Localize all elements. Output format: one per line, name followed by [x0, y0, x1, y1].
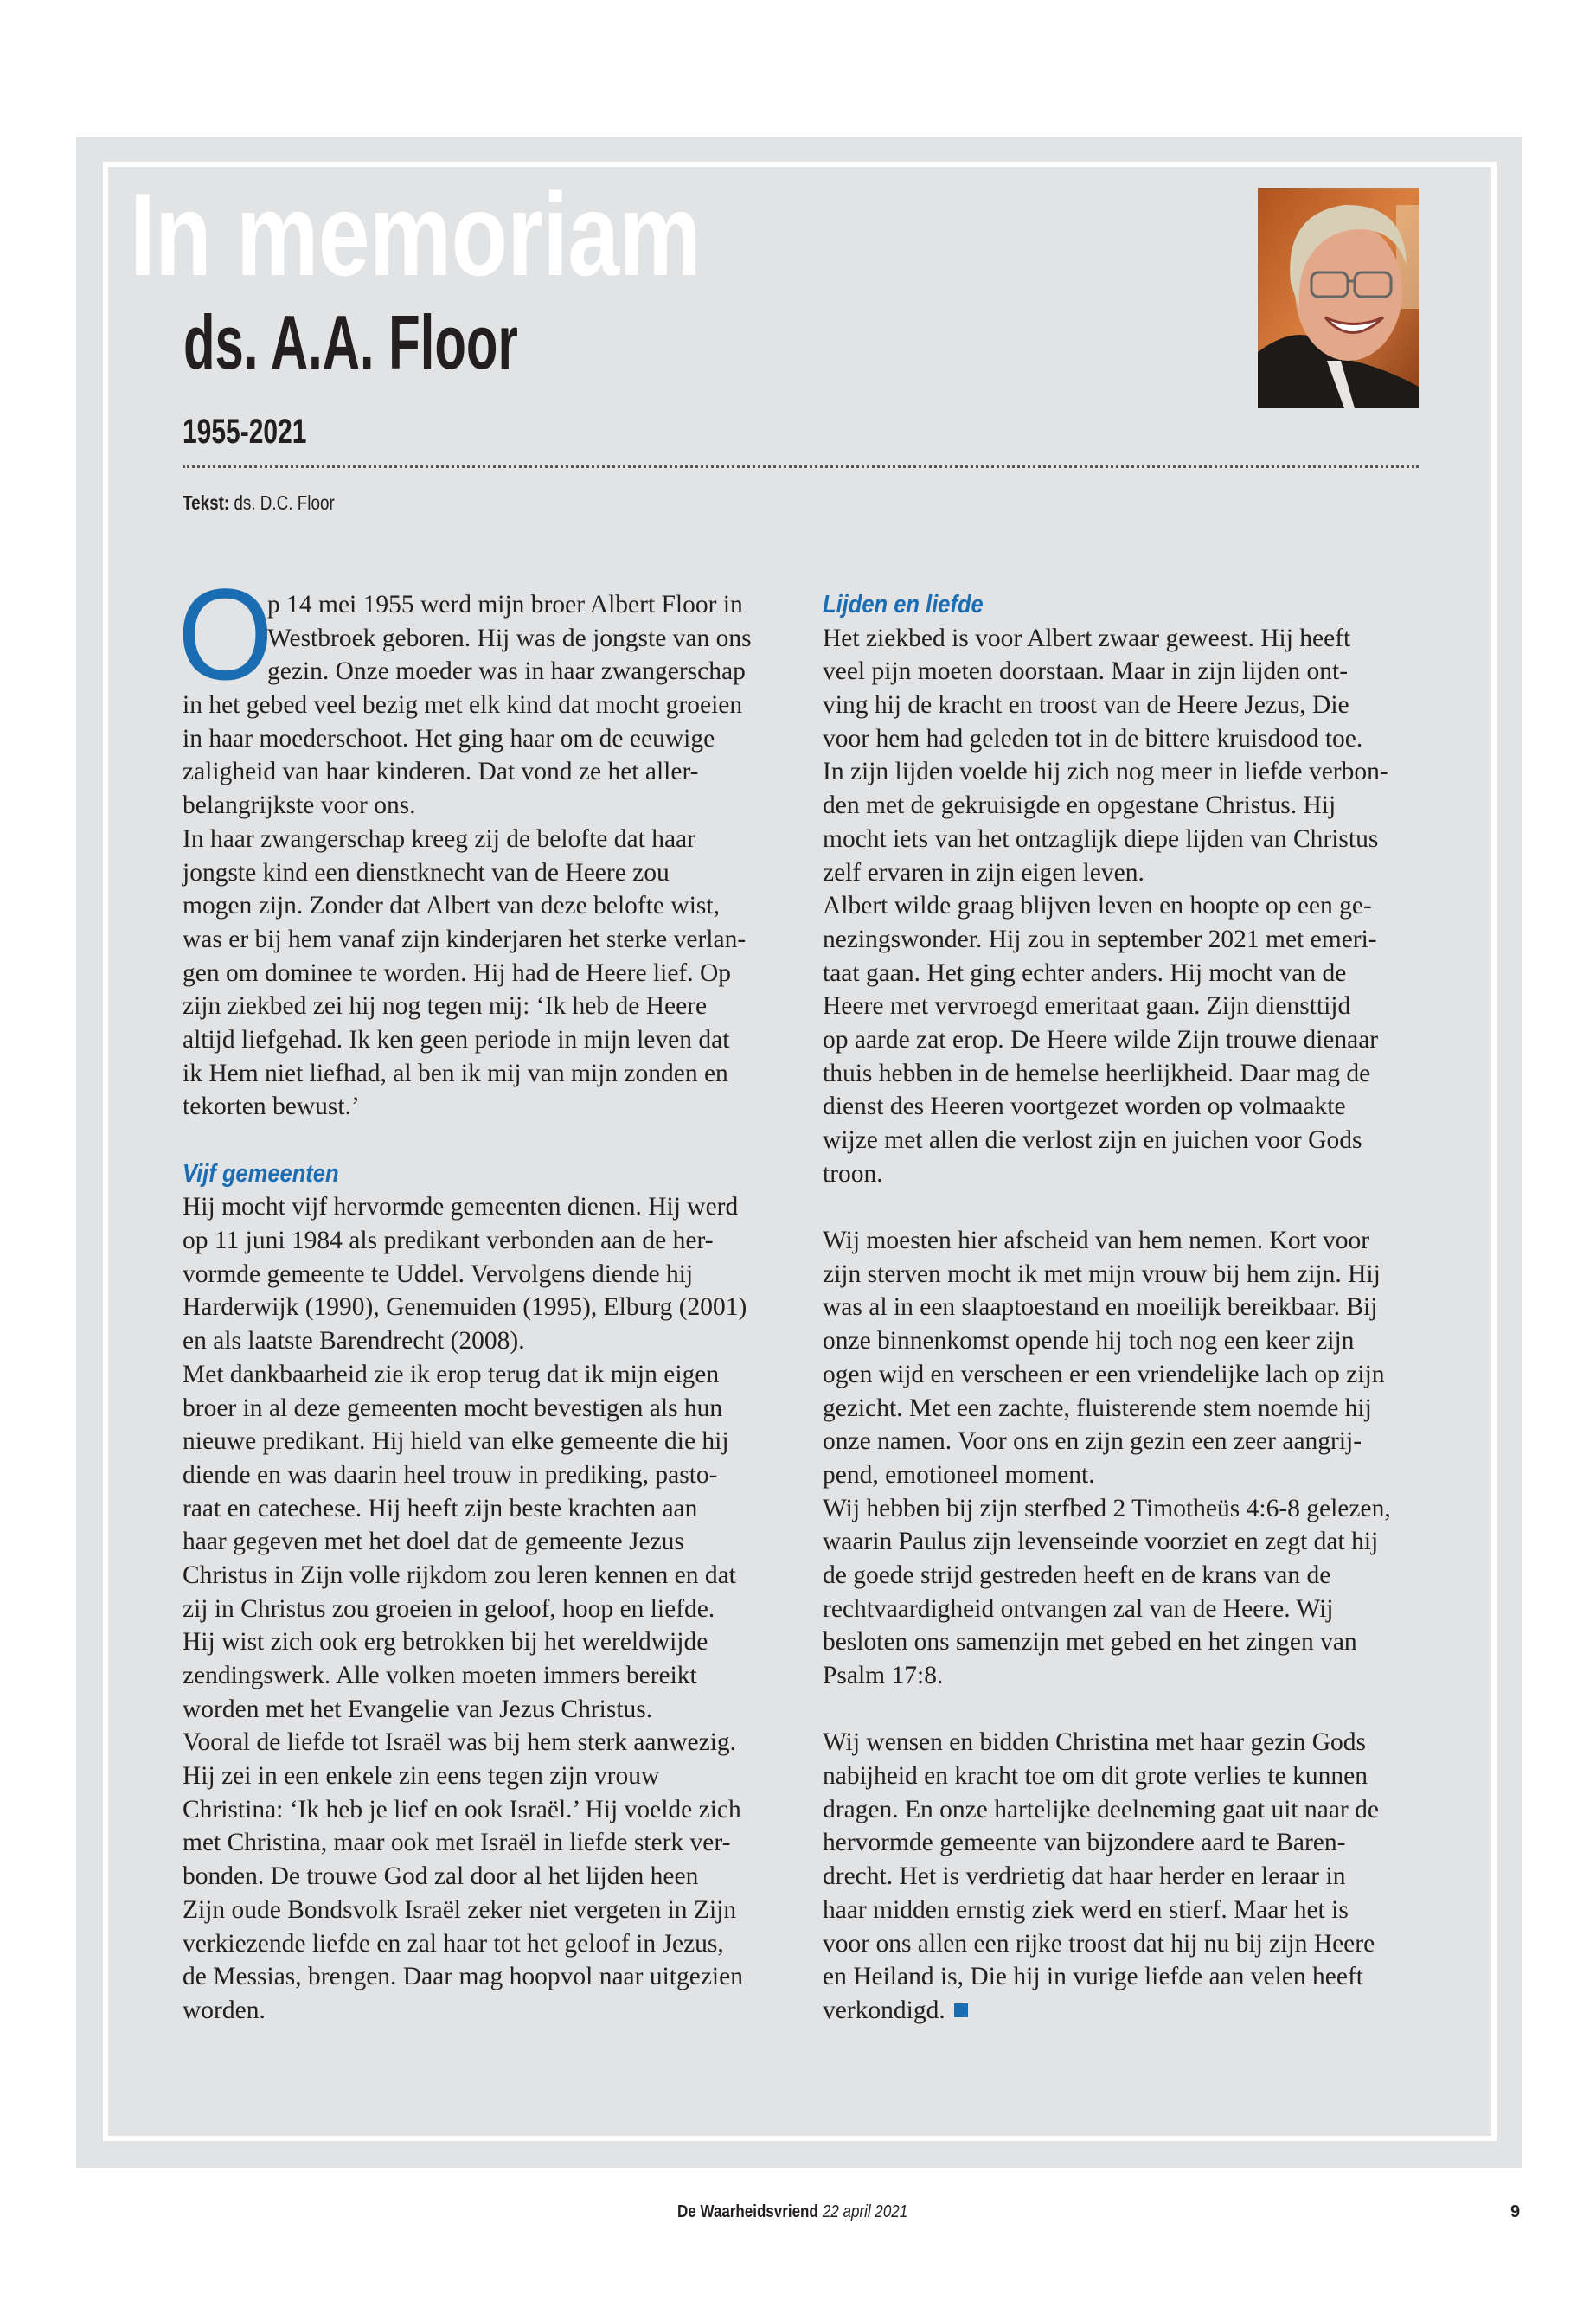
text-line: waarin Paulus zijn levenseinde voorziet en zegt dat hij — [823, 1528, 1379, 1556]
text-line: voor ons allen een rijke troost dat hij nu bij zijn Heere — [823, 1929, 1375, 1958]
text-line: raat en catechese. Hij heeft zijn beste krachten aan — [183, 1494, 698, 1522]
drop-cap: O — [177, 561, 273, 707]
text-line: taat gaan. Het ging echter anders. Hij mocht van de — [823, 958, 1347, 987]
dotted-divider — [183, 465, 1419, 468]
text-line: nezingswonder. Hij zou in september 2021 met emeri- — [823, 925, 1377, 953]
text-line: en als laatste Barendrecht (2008). — [183, 1327, 525, 1356]
text-line: in haar moederschoot. Het ging haar om de eeuwige — [183, 724, 715, 753]
article-column-left — [177, 561, 779, 2028]
text-line: Harderwijk (1990), Genemuiden (1995), Elburg (2001) — [183, 1293, 747, 1322]
end-mark-square-icon — [954, 2003, 968, 2017]
text-line: Wij moesten hier afscheid van hem nemen. Kort voor — [823, 1227, 1370, 1255]
text-line: in het gebed veel bezig met elk kind dat mocht groeien — [183, 691, 743, 720]
text-line: rechtvaardigheid ontvangen zal van de Heere. Wij — [823, 1594, 1334, 1623]
text-line: zendingswerk. Alle volken moeten immers bereikt — [183, 1662, 697, 1689]
paragraph-gap — [823, 1693, 1420, 1727]
credit-author: ds. D.C. Floor — [234, 491, 335, 514]
text-line: den met de gekruisigde en opgestane Christus. Hij — [823, 792, 1336, 820]
text-line: thuis hebben in de hemelse heerlijkheid. Daar mag de — [823, 1059, 1371, 1087]
text-line: ving hij de kracht en troost van de Heere Jezus, Die — [823, 691, 1349, 720]
text-line: worden met het Evangelie van Jezus Christus. — [183, 1695, 653, 1723]
text-line: ogen wijd en verscheen er een vriendelijke lach op zijn — [823, 1360, 1385, 1388]
text-line: zelf ervaren in zijn eigen leven. — [823, 858, 1144, 887]
text-line: Christus in Zijn volle rijkdom zou leren kennen en dat — [183, 1561, 736, 1589]
text-line: altijd liefgehad. Ik ken geen periode in mijn leven dat — [183, 1025, 730, 1054]
text-line: besloten ons samenzijn met gebed en het zingen van — [823, 1628, 1357, 1657]
footer-publication — [677, 2201, 907, 2223]
text-line: In haar zwangerschap kreeg zij de belofte dat haar — [183, 824, 695, 853]
text-line: worden. — [183, 1996, 266, 2024]
text-line: haar midden ernstig ziek werd en stierf. Maar het is — [823, 1895, 1349, 1924]
author-credit — [183, 490, 335, 516]
article-column-right — [823, 588, 1420, 2028]
text-line: Zijn oude Bondsvolk Israël zeker niet vergeten in Zijn — [183, 1895, 737, 1924]
text-line: troon. — [823, 1159, 883, 1188]
text-line: Het ziekbed is voor Albert zwaar geweest. Hij heeft — [823, 624, 1351, 652]
text-line: wijze met allen die verlost zijn en juichen voor Gods — [823, 1126, 1362, 1154]
text-line: met Christina, maar ook met Israël in liefde sterk ver- — [183, 1829, 731, 1857]
text-line: jongste kind een dienstknecht van de Heere zou — [183, 858, 670, 887]
text-line: ik Hem niet liefhad, al ben ik mij van mijn zonden en — [183, 1059, 728, 1087]
text-line: dienst des Heeren voortgezet worden op volmaakte — [823, 1093, 1346, 1121]
text-line: p 14 mei 1955 werd mijn broer Albert Floor in — [267, 591, 743, 619]
text-line: mocht iets van het ontzaglijk diepe lijden van Christus — [823, 824, 1379, 853]
page-number: 9 — [1510, 2202, 1521, 2221]
text-line: onze namen. Voor ons en zijn gezin een zeer aangrij- — [823, 1427, 1362, 1456]
text-line: In zijn lijden voelde hij zich nog meer in liefde verbon- — [823, 758, 1388, 786]
text-line: Wij hebben bij zijn sterfbed 2 Timotheüs 4:6-8 gelezen, — [823, 1494, 1391, 1522]
text-line: zij in Christus zou groeien in geloof, hoop en liefde. — [183, 1594, 715, 1623]
text-line: gen om dominee te worden. Hij had de Heere lief. Op — [183, 958, 732, 987]
text-line: verkiezende liefde en zal haar tot het geloof in Jezus, — [183, 1929, 724, 1958]
text-line: vormde gemeente te Uddel. Vervolgens diende hij — [183, 1259, 694, 1288]
text-line: mogen zijn. Zonder dat Albert van deze belofte wist, — [183, 892, 720, 920]
publication-date: 22 april 2021 — [822, 2202, 908, 2221]
text-line: op aarde zat erop. De Heere wilde Zijn trouwe dienaar — [823, 1025, 1379, 1054]
text-line: voor hem had geleden tot in de bittere kruisdood toe. — [823, 724, 1363, 753]
text-line: gezin. Onze moeder was in haar zwangerschap — [267, 657, 746, 686]
text-line: hervormde gemeente van bijzondere aard te Baren- — [823, 1829, 1346, 1857]
text-line: was er bij hem vanaf zijn kinderjaren het sterke verlan- — [183, 925, 747, 953]
section-heading: Vijf gemeenten — [183, 1159, 339, 1188]
text-line: bonden. De trouwe God zal door al het lijden heen — [183, 1862, 699, 1891]
paragraph-gap — [183, 1124, 779, 1157]
text-line: zijn sterven mocht ik met mijn vrouw bij hem zijn. Hij — [823, 1259, 1381, 1288]
text-line: Heere met vervroegd emeritaat gaan. Zijn diensttijd — [823, 992, 1351, 1021]
text-line: zaligheid van haar kinderen. Dat vond ze het aller- — [183, 758, 699, 786]
text-line: Hij wist zich ook erg betrokken bij het wereldwijde — [183, 1628, 708, 1657]
text-line: de Messias, brengen. Daar mag hoopvol naar uitgezien — [183, 1963, 743, 1991]
text-line: was al in een slaaptoestand en moeilijk bereikbaar. Bij — [823, 1293, 1378, 1322]
text-line: Wij wensen en bidden Christina met haar gezin Gods — [823, 1728, 1366, 1757]
text-line: en Heiland is, Die hij in vurige liefde aan velen heeft — [823, 1963, 1364, 1991]
text-line — [823, 1994, 1420, 2028]
text-line: de goede strijd gestreden heeft en de krans van de — [823, 1561, 1331, 1589]
text-line: Psalm 17:8. — [823, 1662, 944, 1689]
text-line: pend, emotioneel moment. — [823, 1460, 1095, 1489]
text-line: onze binnenkomst opende hij toch nog een keer zijn — [823, 1327, 1355, 1356]
text-line: dragen. En onze hartelijke deelneming gaat uit naar de — [823, 1795, 1379, 1823]
text-line: nieuwe predikant. Hij hield van elke gemeente die hij — [183, 1427, 729, 1456]
text-line: drecht. Het is verdrietig dat haar herder en leraar in — [823, 1862, 1346, 1891]
credit-label: Tekst: — [183, 491, 230, 514]
text-line: Christina: ‘Ik heb je lief en ook Israël.’ Hij voelde zich — [183, 1795, 741, 1823]
paragraph-gap — [823, 1190, 1420, 1224]
text-line: haar gegeven met het doel dat de gemeente Jezus — [183, 1528, 684, 1556]
deceased-name: ds. A.A. Floor — [183, 299, 518, 385]
text-line: Hij zei in een enkele zin eens tegen zijn vrouw — [183, 1762, 660, 1791]
text-line: Met dankbaarheid zie ik erop terug dat ik mijn eigen — [183, 1360, 720, 1388]
life-years: 1955-2021 — [183, 413, 307, 451]
text-line: Vooral de liefde tot Israël was bij hem sterk aanwezig. — [183, 1728, 737, 1757]
text-line: op 11 juni 1984 als predikant verbonden aan de her- — [183, 1227, 714, 1255]
text-line: gezicht. Met een zachte, fluisterende stem noemde hij — [823, 1394, 1372, 1422]
text-line: nabijheid en kracht toe om dit grote verlies te kunnen — [823, 1762, 1368, 1791]
text-line-content: verkondigd. — [823, 1996, 945, 2024]
section-heading: Lijden en liefde — [823, 591, 984, 619]
publication-name: De Waarheidsvriend — [677, 2202, 818, 2221]
section-title: In memoriam — [130, 169, 702, 300]
text-line: zijn ziekbed zei hij nog tegen mij: ‘Ik heb de Heere — [183, 992, 708, 1021]
text-line: Albert wilde graag blijven leven en hoopte op een ge- — [823, 892, 1372, 920]
text-line: diende en was daarin heel trouw in prediking, pasto- — [183, 1460, 718, 1489]
text-line: Westbroek geboren. Hij was de jongste van ons — [267, 624, 752, 652]
text-line: Hij mocht vijf hervormde gemeenten dienen. Hij werd — [183, 1193, 739, 1221]
text-line: tekorten bewust.’ — [183, 1093, 360, 1121]
portrait-photo — [1258, 188, 1419, 408]
text-line: belangrijkste voor ons. — [183, 792, 416, 820]
text-line: broer in al deze gemeenten mocht bevestigen als hun — [183, 1394, 723, 1422]
text-line: veel pijn moeten doorstaan. Maar in zijn lijden ont- — [823, 657, 1349, 686]
